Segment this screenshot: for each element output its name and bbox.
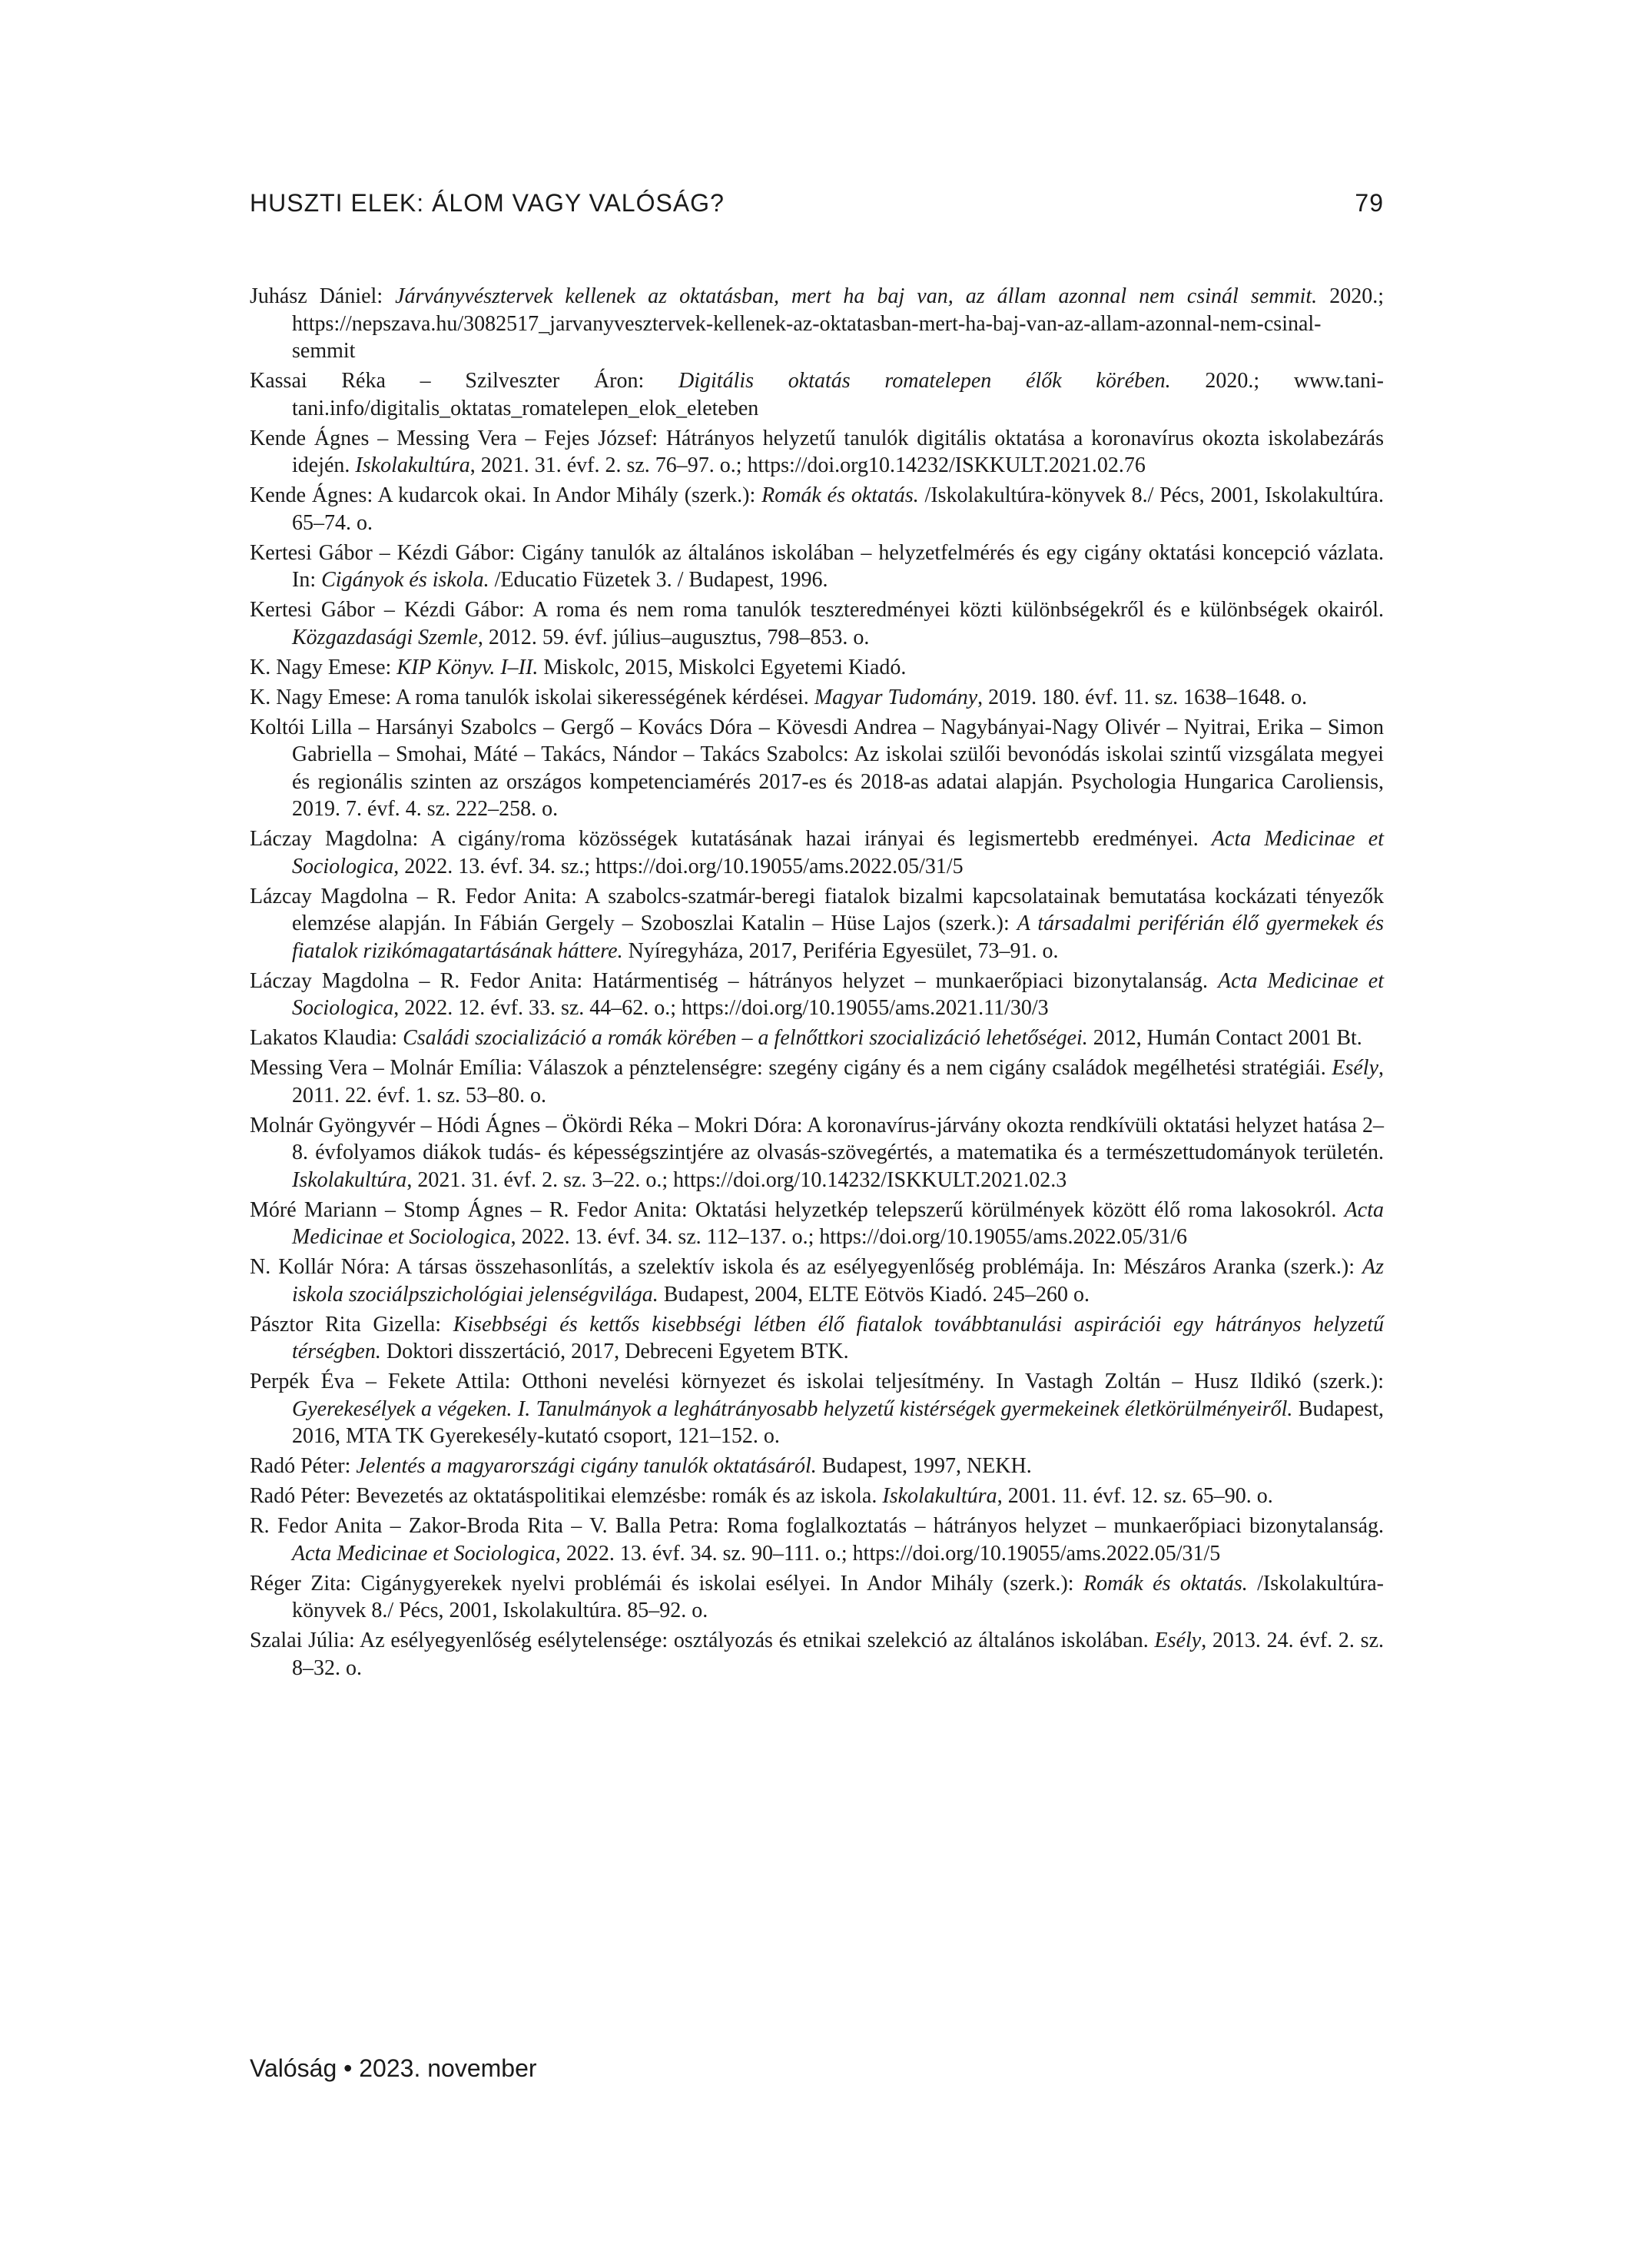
reference-entry xyxy=(250,968,1384,1022)
page-number: 79 xyxy=(1355,189,1384,217)
reference-entry xyxy=(250,1627,1384,1682)
reference-text: Doktori disszertáció, 2017, Debreceni Egyetem BTK. xyxy=(380,1340,849,1363)
reference-text: R. Fedor Anita – Zakor-Broda Rita – V. Balla Petra: Roma foglalkoztatás – hátrányos helyzet – munkaerőpiaci bizonytalanság. xyxy=(250,1514,1384,1538)
reference-text: N. Kollár Nóra: A társas összehasonlítás, a szelektív iskola és az esélyegyenlőség problémája. In: Mészáros Aranka (szerk.): xyxy=(250,1255,1362,1279)
reference-text: Kertesi Gábor – Kézdi Gábor: A roma és nem roma tanulók teszteredményei közti különbségekről és e különbségek okairól. xyxy=(250,598,1384,622)
reference-title: Acta Medicinae et Sociologica xyxy=(292,968,1385,1020)
reference-text: /Iskolakultúra-könyvek 8./ Pécs, 2001, Iskolakultúra. 65–74. o. xyxy=(292,483,1384,535)
reference-text: Láczay Magdolna – R. Fedor Anita: Határmentiség – hátrányos helyzet – munkaerőpiaci bizonytalanság. xyxy=(250,968,1219,993)
running-title: HUSZTI ELEK: ÁLOM VAGY VALÓSÁG? xyxy=(250,189,725,217)
reference-text: Koltói Lilla – Harsányi Szabolcs – Gergő – Kovács Dóra – Kövesdi Andrea – Nagybányai-Nagy Olivér – Nyitrai, Erika – Simon Gabriella – Smohai, Máté – Takács, Nándor – Takács Szabolcs: Az iskolai szülői bevonódás iskolai szintű vizsgálata megyei és regionális szinten az országos kompetenciamérés 2017-es és 2018-as adatai alapján. Psychologia Hungarica Caroliensis, 2019. 7. évf. 4. sz. 222–258. o. xyxy=(250,715,1384,821)
reference-title: Romák és oktatás. xyxy=(1083,1571,1248,1596)
reference-title: Romák és oktatás. xyxy=(761,483,919,507)
reference-text: , 2022. 12. évf. 33. sz. 44–62. o.; https://doi.org/10.19055/ams.2021.11/30/3 xyxy=(393,996,1049,1020)
reference-text: Kertesi Gábor – Kézdi Gábor: Cigány tanulók az általános iskolában – helyzetfelmérés és egy cigány oktatási koncepció vázlata. In: xyxy=(250,540,1384,592)
reference-text: Kassai Réka – Szilveszter Áron: xyxy=(250,369,679,393)
reference-text: , 2011. 22. évf. 1. sz. 53–80. o. xyxy=(292,1056,1384,1107)
reference-text: Lakatos Klaudia: xyxy=(250,1026,403,1050)
reference-text: K. Nagy Emese: A roma tanulók iskolai sikerességének kérdései. xyxy=(250,685,814,709)
reference-text: Kende Ágnes – Messing Vera – Fejes József: Hátrányos helyzetű tanulók digitális oktatása a koronavírus okozta iskolabezárás idején. xyxy=(250,426,1384,477)
reference-text: Lázcay Magdolna – R. Fedor Anita: A szabolcs-szatmár-beregi fiatalok bizalmi kapcsolatainak bemutatása kockázati tényezők elemzése alapján. In Fábián Gergely – Szoboszlai Katalin – Hüse Lajos (szerk.): xyxy=(250,884,1384,935)
reference-entry xyxy=(250,654,1384,682)
reference-title: Családi szocializáció a romák körében – a felnőttkori szocializáció lehetőségei. xyxy=(403,1026,1088,1050)
reference-entry xyxy=(250,1570,1384,1625)
reference-entry xyxy=(250,1368,1384,1450)
reference-entry xyxy=(250,714,1384,823)
reference-text: Pásztor Rita Gizella: xyxy=(250,1312,453,1337)
reference-title: KIP Könyv. I–II. xyxy=(396,655,539,679)
reference-text: Nyíregyháza, 2017, Periféria Egyesület, 73–91. o. xyxy=(622,938,1059,963)
reference-entry xyxy=(250,596,1384,651)
reference-title: A társadalmi periférián élő gyermekek és fiatalok rizikómagatartásának háttere. xyxy=(292,912,1384,963)
reference-title: Közgazdasági Szemle xyxy=(292,625,478,649)
reference-title: Gyerekesélyek a végeken. I. Tanulmányok a leghátrányosabb helyzetű kistérségek gyermekeinek életkörülményeiről. xyxy=(292,1396,1293,1421)
reference-title: Járványvésztervek kellenek az oktatásban, mert ha baj van, az állam azonnal nem csinál semmit. xyxy=(395,284,1318,308)
reference-text: Móré Mariann – Stomp Ágnes – R. Fedor Anita: Oktatási helyzetkép telepszerű körülmények között élő roma lakosokról. xyxy=(250,1197,1345,1222)
reference-entry xyxy=(250,883,1384,965)
reference-text: Szalai Júlia: Az esélyegyenlőség esélytelensége: osztályozás és etnikai szelekció az általános iskolában. xyxy=(250,1629,1155,1652)
reference-entry xyxy=(250,425,1384,480)
reference-text: , 2022. 13. évf. 34. sz. 112–137. o.; https://doi.org/10.19055/ams.2022.05/31/6 xyxy=(510,1225,1188,1249)
reference-entry xyxy=(250,1112,1384,1194)
reference-entry xyxy=(250,1513,1384,1567)
running-head xyxy=(250,189,1384,218)
reference-title: Acta Medicinae et Sociologica xyxy=(292,827,1384,878)
reference-text: , 2022. 13. évf. 34. sz. 90–111. o.; https://doi.org/10.19055/ams.2022.05/31/5 xyxy=(555,1541,1221,1566)
reference-text: /Iskolakultúra-könyvek 8./ Pécs, 2001, Iskolakultúra. 85–92. o. xyxy=(292,1571,1384,1622)
reference-entry xyxy=(250,684,1384,712)
reference-title: Cigányok és iskola. xyxy=(321,568,489,592)
reference-entry xyxy=(250,1024,1384,1052)
reference-text: , 2012. 59. évf. július–augusztus, 798–853. o. xyxy=(477,625,870,649)
reference-entry xyxy=(250,1054,1384,1109)
reference-text: Kende Ágnes: A kudarcok okai. In Andor Mihály (szerk.): xyxy=(250,483,762,507)
reference-title: Esély xyxy=(1332,1056,1378,1080)
reference-entry xyxy=(250,1483,1384,1510)
reference-entry xyxy=(250,283,1384,365)
reference-text: Radó Péter: xyxy=(250,1454,357,1478)
reference-text: Messing Vera – Molnár Emília: Válaszok a pénztelenségre: szegény cigány és a nem cigány családok megélhetési stratégiái. xyxy=(250,1056,1332,1080)
reference-text: , 2022. 13. évf. 34. sz.; https://doi.org/10.19055/ams.2022.05/31/5 xyxy=(393,854,964,878)
reference-text: Budapest, 2004, ELTE Eötvös Kiadó. 245–260 o. xyxy=(658,1282,1090,1307)
reference-text: 2012, Humán Contact 2001 Bt. xyxy=(1087,1026,1362,1050)
reference-title: Acta Medicinae et Sociologica xyxy=(292,1197,1384,1249)
reference-title: Iskolakultúra xyxy=(355,453,470,477)
reference-title: Digitális oktatás romatelepen élők körében. xyxy=(678,369,1171,393)
reference-title: Esély xyxy=(1154,1629,1202,1652)
reference-text: 2020.; www.tani-tani.info/digitalis_oktatas_romatelepen_elok_eleteben xyxy=(292,369,1384,420)
reference-text: , 2013. 24. évf. 2. sz. 8–32. o. xyxy=(292,1629,1384,1680)
reference-text: Perpék Éva – Fekete Attila: Otthoni nevelési környezet és iskolai teljesítmény. In Vastagh Zoltán – Husz Ildikó (szerk.): xyxy=(250,1370,1384,1393)
reference-title: Acta Medicinae et Sociologica xyxy=(292,1541,556,1566)
reference-text: Molnár Gyöngyvér – Hódi Ágnes – Ökördi Réka – Mokri Dóra: A koronavírus-járvány okozta rendkívüli oktatási helyzet hatása 2–8. évfolyamos diákok tudás- és képességszintjére az olvasás-szövegértés, a matematika és a természettudományok területén. xyxy=(250,1113,1384,1164)
reference-text: Budapest, 2016, MTA TK Gyerekesély-kutató csoport, 121–152. o. xyxy=(292,1396,1384,1448)
reference-text: Budapest, 1997, NEKH. xyxy=(816,1454,1032,1478)
reference-title: Kisebbségi és kettős kisebbségi létben élő fiatalok továbbtanulási aspirációi egy hátrányos helyzetű térségben. xyxy=(292,1312,1384,1363)
reference-text: , 2021. 31. évf. 2. sz. 3–22. o.; https://doi.org/10.14232/ISKKULT.2021.02.3 xyxy=(406,1167,1067,1192)
reference-text: /Educatio Füzetek 3. / Budapest, 1996. xyxy=(489,568,828,592)
reference-text: 2020.; https://nepszava.hu/3082517_jarvanyvesztervek-kellenek-az-oktatasban-mert-ha-baj-van-az-allam-azonnal-nem-csinal-semmit xyxy=(292,284,1384,363)
reference-title: Jelentés a magyarországi cigány tanulók oktatásáról. xyxy=(356,1454,817,1478)
reference-title: Iskolakultúra xyxy=(882,1484,997,1508)
reference-entry xyxy=(250,1311,1384,1366)
reference-text: Réger Zita: Cigánygyerekek nyelvi problémái és iskolai esélyei. In Andor Mihály (szerk.): xyxy=(250,1571,1083,1596)
footer: Valóság • 2023. november xyxy=(250,2054,537,2082)
reference-text: Juhász Dániel: xyxy=(250,284,396,308)
reference-entry xyxy=(250,1197,1384,1251)
reference-entry xyxy=(250,482,1384,536)
reference-text: , 2001. 11. évf. 12. sz. 65–90. o. xyxy=(997,1484,1273,1508)
reference-entry xyxy=(250,825,1384,880)
reference-text: Láczay Magdolna: A cigány/roma közösségek kutatásának hazai irányai és legismertebb eredményei. xyxy=(250,827,1212,851)
reference-text: Radó Péter: Bevezetés az oktatáspolitikai elemzésbe: romák és az iskola. xyxy=(250,1484,883,1508)
reference-entry xyxy=(250,1453,1384,1480)
reference-title: Iskolakultúra xyxy=(292,1167,407,1192)
reference-title: Az iskola szociálpszichológiai jelenségvilága. xyxy=(292,1255,1384,1307)
reference-entry xyxy=(250,367,1384,422)
reference-entry xyxy=(250,540,1384,594)
reference-title: Magyar Tudomány xyxy=(814,685,978,709)
reference-text: Miskolc, 2015, Miskolci Egyetemi Kiadó. xyxy=(538,655,907,679)
reference-text: K. Nagy Emese: xyxy=(250,655,397,679)
reference-entry xyxy=(250,1254,1384,1308)
reference-text: , 2019. 180. évf. 11. sz. 1638–1648. o. xyxy=(977,685,1308,709)
reference-list xyxy=(250,283,1384,1685)
reference-text: , 2021. 31. évf. 2. sz. 76–97. o.; https://doi.org10.14232/ISKKULT.2021.02.76 xyxy=(469,453,1146,477)
